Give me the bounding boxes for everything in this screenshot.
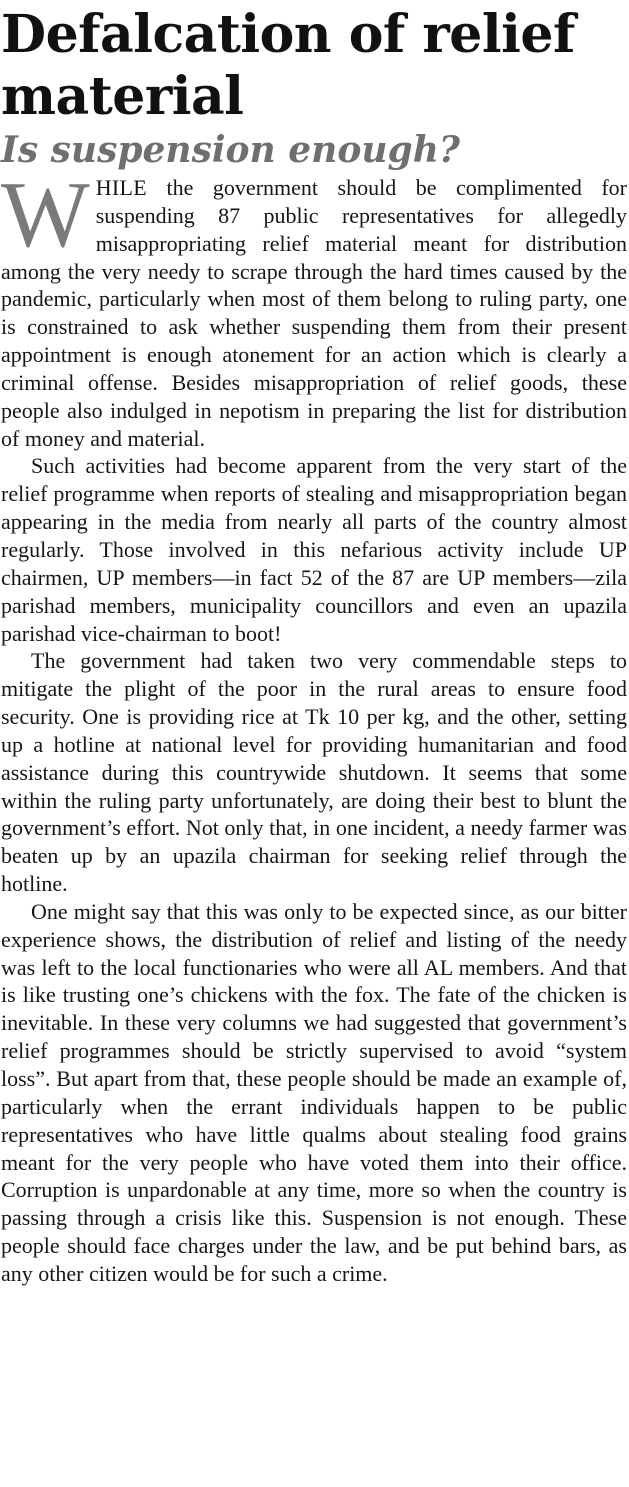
paragraph-1 — [1, 163, 627, 452]
paragraph-4: One might say that this was only to be expected since, as our bitter experience shows, the distribution of relief and listing of the needy was left to the local functionaries who were all AL members. And that is like trusting one’s chickens with the fox. The fate of the chicken is inevitable. In these very columns we had suggested that government’s relief programmes should be strictly supervised to avoid “system loss”. But apart from that, these people should be made an example of, particularly when the errant individuals happen to be public representatives who have little qualms about stealing food grains meant for the very people who have voted them into their office. Corruption is unpardonable at any time, more so when the country is passing through a crisis like this. Suspension is not enough. These people should face charges under the law, and be put behind bars, as any other citizen would be for such a crime. — [1, 898, 627, 1286]
subheadline: Is suspension enough? — [1, 129, 460, 171]
headline: Defalcation of relief material — [1, 4, 575, 127]
lead-word: HILE — [95, 175, 148, 200]
paragraph-1-text: the government should be complimented for suspending 87 public representatives for allegedly misappropriating relief material meant for distribution among the very needy to scrape through the hard times caused by the pandemic, particularly when most of them belong to ruling party, one is constrained to ask whether suspending them from their present appointment is enough atonement for an action which is clearly a criminal offense. Besides misappropriation of relief goods, these people also indulged in nepotism in preparing the list for distribution of money and material. — [1, 175, 627, 451]
paragraph-3: The government had taken two very commendable steps to mitigate the plight of the poor in the rural areas to ensure food security. One is providing rice at Tk 10 per kg, and the other, setting up a hotline at national level for providing humanitarian and food assistance during this countrywide shutdown. It seems that some within the ruling party unfortunately, are doing their best to blunt the government’s effort. Not only that, in one incident, a needy farmer was beaten up by an upazila chairman for seeking relief through the hotline. — [1, 648, 627, 897]
drop-cap: W — [1, 163, 88, 267]
paragraph-2: Such activities had become apparent from the very start of the relief programme when reports of stealing and misappropriation began appearing in the media from nearly all parts of the country almost regularly. Those involved in this nefarious activity include UP chairmen, UP members—in fact 52 of the 87 are UP members—zila parishad members, municipality councillors and even an upazila parishad vice-chairman to boot! — [1, 453, 627, 646]
article-body — [1, 163, 627, 1288]
